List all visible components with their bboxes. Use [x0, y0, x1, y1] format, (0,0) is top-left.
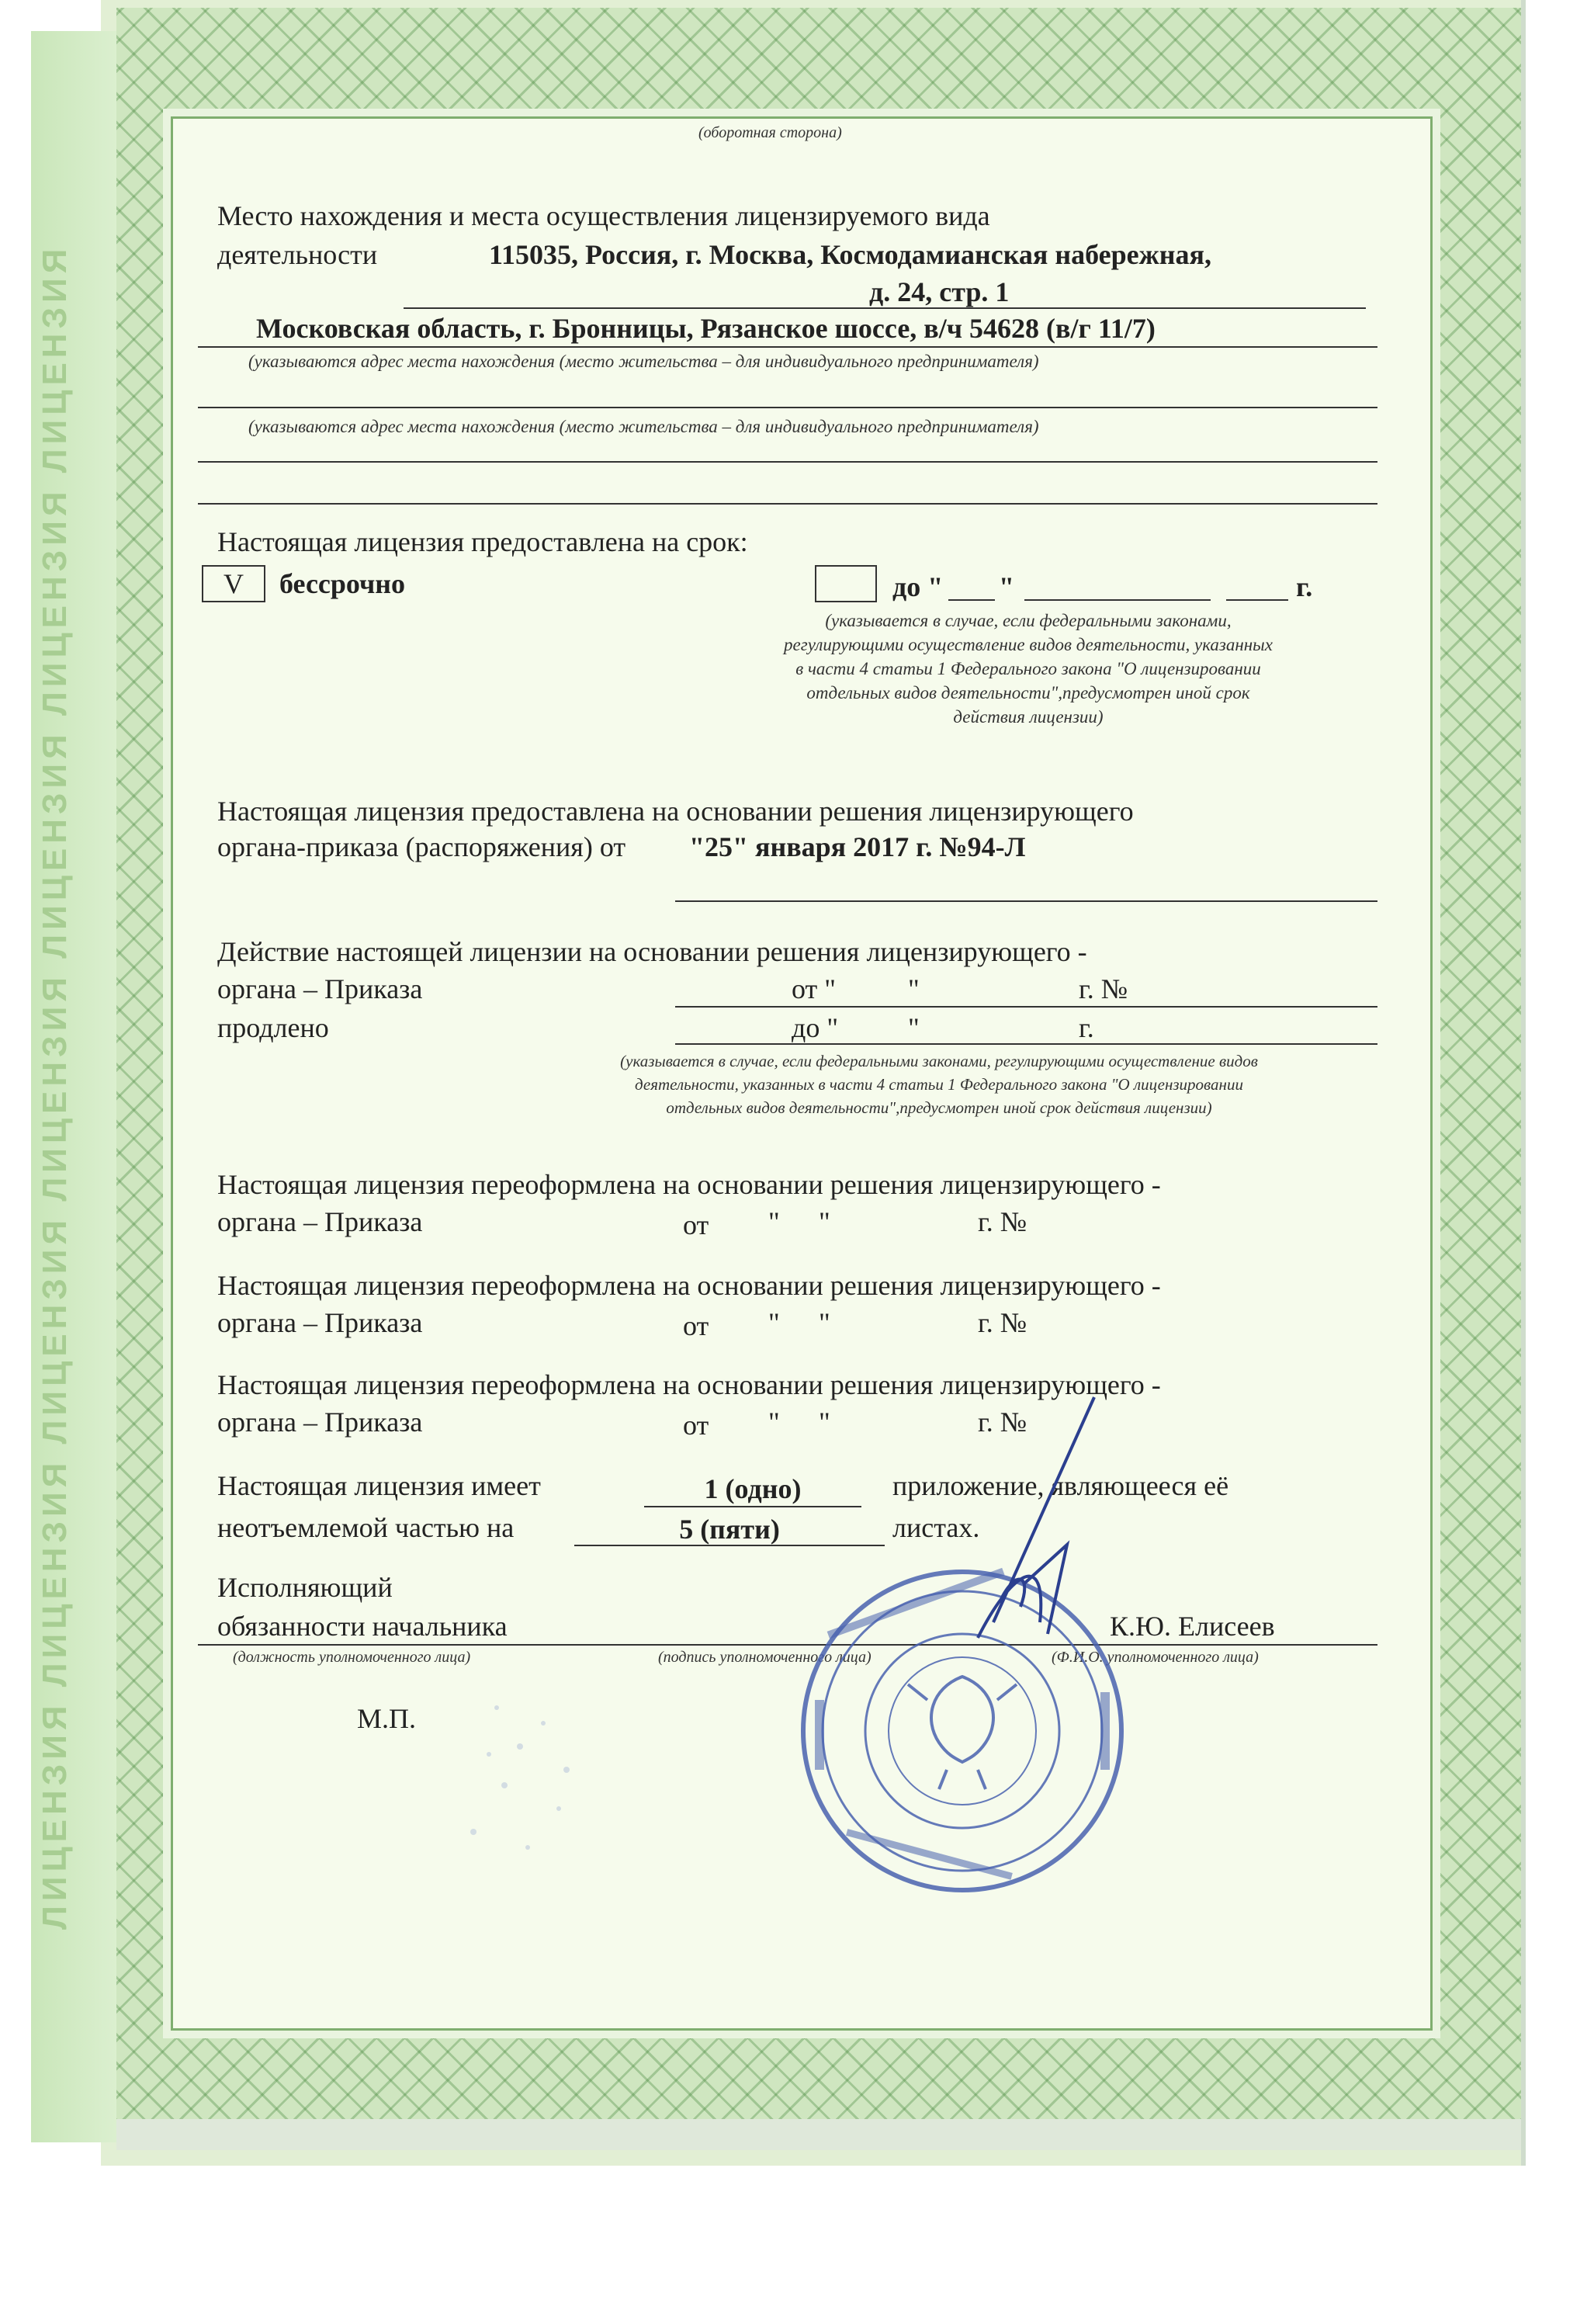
extension-note-line: деятельности, указанных в части 4 статьи 1 Федерального закона "О лицензировании [635, 1075, 1243, 1094]
term-until-quote: " [999, 571, 1014, 602]
term-year-suffix: г. [1296, 571, 1313, 602]
location-address1b: д. 24, стр. 1 [869, 276, 1010, 307]
location-caption2: (указываются адрес места нахождения (место жительства – для индивидуального предпринимателя) [248, 417, 1039, 436]
caption-position: (должность уполномоченного лица) [233, 1649, 471, 1666]
term-note-line: регулирующими осуществление видов деятельности, указанных [784, 635, 1273, 654]
appendix-count: 1 (одно) [704, 1473, 802, 1504]
extension-quote: " [908, 973, 920, 1004]
extension-note-line: (указывается в случае, если федеральными законами, регулирующими осуществление видов [620, 1052, 1258, 1070]
extension-note-line: отдельных видов деятельности",предусмотрен иной срок действия лицензии) [666, 1098, 1212, 1117]
faint-stamp-imprint [404, 1615, 636, 1894]
reissue-2-number: г. № [978, 1307, 1027, 1338]
reissue-1-number: г. № [978, 1206, 1027, 1237]
extension-underline-1 [675, 1006, 1377, 1008]
caption-name: (Ф.И.О. уполномоченного лица) [1052, 1649, 1259, 1666]
reissue-1-line1: Настоящая лицензия переоформлена на основании решения лицензирующего - [217, 1169, 1161, 1200]
address-underline-3 [198, 407, 1377, 408]
basis-underline [675, 900, 1377, 902]
extension-note [497, 1049, 1381, 1119]
basis-order-date: "25" января 2017 г. №94-Л [689, 831, 1026, 862]
reissue-1-q1: " [768, 1206, 780, 1237]
signer-name: К.Ю. Елисеев [1110, 1611, 1275, 1642]
stamp-place: М.П. [357, 1703, 417, 1734]
extension-line1: Действие настоящей лицензии на основании решения лицензирующего - [217, 936, 1087, 967]
indefinite-checkbox[interactable] [202, 565, 265, 602]
reissue-3-line1: Настоящая лицензия переоформлена на основании решения лицензирующего - [217, 1369, 1161, 1400]
sidebar-watermark-text: ЛИЦЕНЗИЯ ЛИЦЕНЗИЯ ЛИЦЕНЗИЯ ЛИЦЕНЗИЯ ЛИЦЕНЗИЯ ЛИЦЕНЗИЯ ЛИЦЕНЗИЯ [36, 244, 74, 1930]
appendix-sheets: 5 (пяти) [679, 1514, 780, 1545]
signature-underline [198, 1644, 1377, 1646]
term-note-line: действия лицензии) [953, 707, 1104, 727]
extension-quote-2: " [908, 1012, 920, 1043]
bottom-strip [116, 2119, 1521, 2150]
basis-line2-prefix: органа-приказа (распоряжения) от [217, 831, 626, 862]
position-line2: обязанности начальника [217, 1611, 508, 1642]
location-label: деятельности [217, 239, 378, 270]
reissue-3-q2: " [819, 1407, 830, 1438]
appendix-label1: Настоящая лицензия имеет [217, 1470, 541, 1501]
extension-organ: органа – Приказа [217, 973, 423, 1004]
term-note [698, 609, 1358, 729]
sidebar-watermark-strip [31, 31, 116, 2142]
reissue-1-q2: " [819, 1206, 830, 1237]
location-caption1: (указываются адрес места нахождения (место жительства – для индивидуального предпринимателя) [248, 352, 1039, 371]
reissue-2-from: от [683, 1310, 709, 1341]
term-note-line: отдельных видов деятельности",предусмотрен иной срок [806, 683, 1250, 702]
check-mark: V [224, 568, 244, 599]
location-address1: 115035, Россия, г. Москва, Космодамианская набережная, [489, 239, 1211, 270]
appendix-text2: листах. [892, 1512, 980, 1543]
reissue-2-q1: " [768, 1307, 780, 1338]
extension-until: до " [792, 1012, 839, 1043]
reissue-3-q1: " [768, 1407, 780, 1438]
reissue-2-organ: органа – Приказа [217, 1307, 423, 1338]
reissue-2-line1: Настоящая лицензия переоформлена на основании решения лицензирующего - [217, 1270, 1161, 1301]
extension-underline-2 [675, 1043, 1377, 1045]
side-label: (оборотная сторона) [698, 124, 842, 141]
reissue-3-organ: органа – Приказа [217, 1407, 423, 1438]
address-underline-5 [198, 503, 1377, 505]
reissue-3-number: г. № [978, 1407, 1027, 1438]
address-underline-1 [404, 307, 1366, 309]
appendix-label2: неотъемлемой частью на [217, 1512, 515, 1543]
reissue-3-from: от [683, 1410, 709, 1441]
term-note-line: (указывается в случае, если федеральными законами, [825, 611, 1232, 630]
appendix-sheets-line [574, 1545, 885, 1546]
location-line1: Место нахождения и места осуществления лицензируемого вида [217, 200, 990, 231]
term-until-checkbox[interactable] [815, 565, 877, 602]
term-day-line [948, 599, 995, 601]
term-year-line [1226, 599, 1288, 601]
caption-signature: (подпись уполномоченного лица) [658, 1649, 872, 1666]
term-note-line: в части 4 статьи 1 Федерального закона "О лицензировании [795, 659, 1261, 678]
extension-year: г. [1079, 1012, 1094, 1043]
reissue-2-q2: " [819, 1307, 830, 1338]
term-until-prefix: до " [892, 571, 944, 602]
extension-from: от " [792, 973, 836, 1004]
reissue-1-organ: органа – Приказа [217, 1206, 423, 1237]
address-underline-2 [198, 346, 1377, 348]
appendix-text1: приложение, являющееся её [892, 1470, 1229, 1501]
handwritten-signature [931, 1389, 1149, 1653]
term-month-line [1024, 599, 1211, 601]
reissue-1-from: от [683, 1209, 709, 1240]
extension-number: г. № [1079, 973, 1128, 1004]
address-underline-4 [198, 461, 1377, 463]
location-address2: Московская область, г. Бронницы, Рязанское шоссе, в/ч 54628 (в/г 11/7) [256, 313, 1156, 344]
position-line1: Исполняющий [217, 1572, 393, 1603]
term-indefinite: бессрочно [279, 568, 406, 599]
term-heading: Настоящая лицензия предоставлена на срок: [217, 526, 748, 557]
extension-extended: продлено [217, 1012, 329, 1043]
appendix-count-line [644, 1506, 861, 1507]
basis-line1: Настоящая лицензия предоставлена на основании решения лицензирующего [217, 796, 1134, 827]
